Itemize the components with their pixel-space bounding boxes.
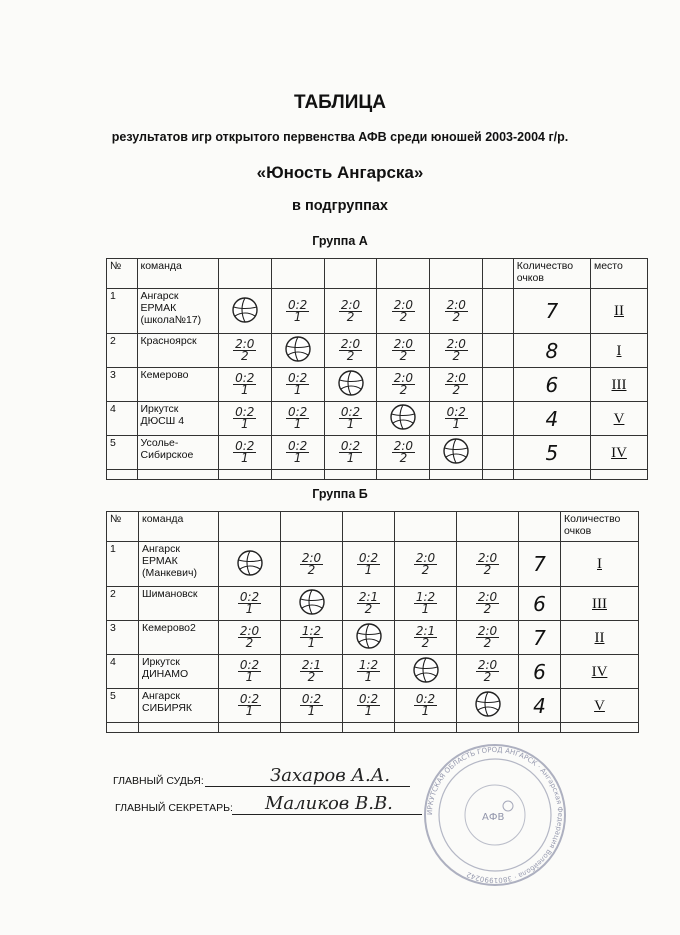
match-result: $\frac{0:2}{1}$ bbox=[218, 402, 271, 436]
match-result: $\frac{2:1}{2}$ bbox=[343, 587, 395, 621]
team-name: Ангарск СИБИРЯК bbox=[139, 689, 219, 723]
match-result: $\frac{0:2}{1}$ bbox=[430, 402, 483, 436]
match-result: $\frac{2:0}{2}$ bbox=[430, 368, 483, 402]
row-num: 3 bbox=[107, 621, 139, 655]
row-num: 3 bbox=[107, 368, 138, 402]
volleyball-icon bbox=[337, 369, 365, 397]
table-row bbox=[107, 436, 648, 470]
team-place: I bbox=[591, 334, 648, 368]
match-result: $\frac{0:2}{1}$ bbox=[395, 689, 457, 723]
match-result: $\frac{2:0}{2}$ bbox=[457, 587, 519, 621]
secretary-signature: Маликов В.В. bbox=[265, 793, 393, 814]
diagonal-cell bbox=[377, 402, 430, 436]
diagonal-cell bbox=[218, 289, 271, 334]
match-result: $\frac{0:2}{1}$ bbox=[271, 368, 324, 402]
volleyball-icon bbox=[355, 622, 383, 650]
row-num: 1 bbox=[107, 289, 138, 334]
team-place: III bbox=[561, 587, 639, 621]
match-result: $\frac{0:2}{1}$ bbox=[219, 655, 281, 689]
team-place: IV bbox=[561, 655, 639, 689]
table-row bbox=[107, 621, 639, 655]
team-place: III bbox=[591, 368, 648, 402]
table-row bbox=[107, 368, 648, 402]
diagonal-cell bbox=[343, 621, 395, 655]
team-points: 5 bbox=[513, 436, 590, 470]
group-b-heading: Группа Б bbox=[312, 487, 368, 501]
match-result: $\frac{1:2}{1}$ bbox=[281, 621, 343, 655]
team-points: 7 bbox=[513, 289, 590, 334]
team-name: Кемерово bbox=[137, 368, 218, 402]
table-row bbox=[107, 334, 648, 368]
subgroups-heading: в подгруппах bbox=[292, 198, 388, 214]
table-header-row bbox=[107, 259, 648, 289]
team-place: II bbox=[561, 621, 639, 655]
match-result: $\frac{2:0}{2}$ bbox=[457, 655, 519, 689]
match-result: $\frac{0:2}{1}$ bbox=[324, 402, 377, 436]
group-a-table bbox=[106, 258, 648, 480]
row-num: 4 bbox=[107, 402, 138, 436]
diagonal-cell bbox=[324, 368, 377, 402]
team-place: V bbox=[561, 689, 639, 723]
group-a-heading: Группа А bbox=[312, 234, 368, 248]
volleyball-icon bbox=[231, 296, 259, 324]
table-row bbox=[107, 689, 639, 723]
match-result: $\frac{2:0}{2}$ bbox=[395, 542, 457, 587]
diagonal-cell bbox=[457, 689, 519, 723]
team-name: Кемерово2 bbox=[139, 621, 219, 655]
diagonal-cell bbox=[271, 334, 324, 368]
match-result: $\frac{0:2}{1}$ bbox=[218, 368, 271, 402]
volleyball-icon bbox=[236, 549, 264, 577]
table-row bbox=[107, 587, 639, 621]
page-title: ТАБЛИЦА bbox=[294, 92, 386, 113]
match-result: $\frac{2:1}{2}$ bbox=[281, 655, 343, 689]
team-points: 6 bbox=[519, 655, 561, 689]
page-subtitle: результатов игр открытого первенства АФВ среди юношей 2003-2004 г/р. bbox=[111, 130, 569, 144]
col-points: Количество очков bbox=[513, 259, 590, 289]
team-name: Ангарск ЕРМАК (Манкевич) bbox=[139, 542, 219, 587]
match-result: $\frac{0:2}{1}$ bbox=[218, 436, 271, 470]
team-place: V bbox=[591, 402, 648, 436]
judge-signature: Захаров А.А. bbox=[270, 765, 391, 786]
row-num: 2 bbox=[107, 587, 139, 621]
group-b-table bbox=[106, 511, 639, 733]
team-points: 4 bbox=[519, 689, 561, 723]
match-result: $\frac{2:0}{2}$ bbox=[430, 334, 483, 368]
col-points: Количество очков bbox=[561, 512, 639, 542]
match-result: $\frac{2:1}{2}$ bbox=[395, 621, 457, 655]
match-result: $\frac{0:2}{1}$ bbox=[271, 436, 324, 470]
match-result: $\frac{0:2}{1}$ bbox=[219, 689, 281, 723]
volleyball-icon bbox=[284, 335, 312, 363]
col-team: команда bbox=[137, 259, 218, 289]
match-result: $\frac{2:0}{2}$ bbox=[324, 334, 377, 368]
official-stamp bbox=[420, 740, 570, 890]
col-place: место bbox=[591, 259, 648, 289]
team-name: Иркутск ДЮСШ 4 bbox=[137, 402, 218, 436]
match-result: $\frac{2:0}{2}$ bbox=[430, 289, 483, 334]
team-name: Усолье-Сибирское bbox=[137, 436, 218, 470]
team-name: Ангарск ЕРМАК (школа№17) bbox=[137, 289, 218, 334]
volleyball-icon bbox=[412, 656, 440, 684]
match-result: $\frac{2:0}{2}$ bbox=[281, 542, 343, 587]
table-row bbox=[107, 542, 639, 587]
row-num: 1 bbox=[107, 542, 139, 587]
team-place: II bbox=[591, 289, 648, 334]
team-points: 7 bbox=[519, 542, 561, 587]
team-place: IV bbox=[591, 436, 648, 470]
table-row bbox=[107, 402, 648, 436]
volleyball-icon bbox=[474, 690, 502, 718]
match-result: $\frac{2:0}{2}$ bbox=[377, 436, 430, 470]
team-points: 6 bbox=[513, 368, 590, 402]
table-row bbox=[107, 655, 639, 689]
diagonal-cell bbox=[219, 542, 281, 587]
match-result: $\frac{2:0}{2}$ bbox=[218, 334, 271, 368]
row-num: 5 bbox=[107, 689, 139, 723]
table-header-row bbox=[107, 512, 639, 542]
team-name: Иркутск ДИНАМО bbox=[139, 655, 219, 689]
match-result: $\frac{0:2}{1}$ bbox=[271, 402, 324, 436]
row-num: 2 bbox=[107, 334, 138, 368]
team-name: Шимановск bbox=[139, 587, 219, 621]
match-result: $\frac{2:0}{2}$ bbox=[377, 334, 430, 368]
diagonal-cell bbox=[395, 655, 457, 689]
team-points: 8 bbox=[513, 334, 590, 368]
match-result: $\frac{1:2}{1}$ bbox=[395, 587, 457, 621]
match-result: $\frac{1:2}{1}$ bbox=[343, 655, 395, 689]
team-points: 7 bbox=[519, 621, 561, 655]
match-result: $\frac{0:2}{1}$ bbox=[281, 689, 343, 723]
svg-text:АФВ: АФВ bbox=[482, 812, 505, 823]
secretary-label: ГЛАВНЫЙ СЕКРЕТАРЬ: bbox=[115, 802, 233, 814]
svg-text:ИРКУТСКАЯ ОБЛАСТЬ ГОРОД АНГАРС: ИРКУТСКАЯ ОБЛАСТЬ ГОРОД АНГАРСК · Ангарская Федерация Волейбола · 3801990242 bbox=[425, 745, 565, 885]
col-team: команда bbox=[139, 512, 219, 542]
diagonal-cell bbox=[430, 436, 483, 470]
row-num: 4 bbox=[107, 655, 139, 689]
match-result: $\frac{2:0}{2}$ bbox=[457, 621, 519, 655]
col-num: № bbox=[107, 259, 138, 289]
match-result: $\frac{2:0}{2}$ bbox=[457, 542, 519, 587]
col-num: № bbox=[107, 512, 139, 542]
row-num: 5 bbox=[107, 436, 138, 470]
match-result: $\frac{0:2}{1}$ bbox=[271, 289, 324, 334]
team-name: Красноярск bbox=[137, 334, 218, 368]
diagonal-cell bbox=[281, 587, 343, 621]
team-place: I bbox=[561, 542, 639, 587]
match-result: $\frac{0:2}{1}$ bbox=[343, 542, 395, 587]
volleyball-icon bbox=[442, 437, 470, 465]
match-result: $\frac{0:2}{1}$ bbox=[219, 587, 281, 621]
table-row bbox=[107, 289, 648, 334]
match-result: $\frac{2:0}{2}$ bbox=[324, 289, 377, 334]
match-result: $\frac{2:0}{2}$ bbox=[377, 368, 430, 402]
match-result: $\frac{2:0}{2}$ bbox=[377, 289, 430, 334]
team-points: 4 bbox=[513, 402, 590, 436]
match-result: $\frac{0:2}{1}$ bbox=[324, 436, 377, 470]
judge-label: ГЛАВНЫЙ СУДЬЯ: bbox=[113, 775, 204, 787]
match-result: $\frac{2:0}{2}$ bbox=[219, 621, 281, 655]
volleyball-icon bbox=[298, 588, 326, 616]
team-points: 6 bbox=[519, 587, 561, 621]
tournament-name: «Юность Ангарска» bbox=[256, 163, 424, 182]
match-result: $\frac{0:2}{1}$ bbox=[343, 689, 395, 723]
volleyball-icon bbox=[389, 403, 417, 431]
